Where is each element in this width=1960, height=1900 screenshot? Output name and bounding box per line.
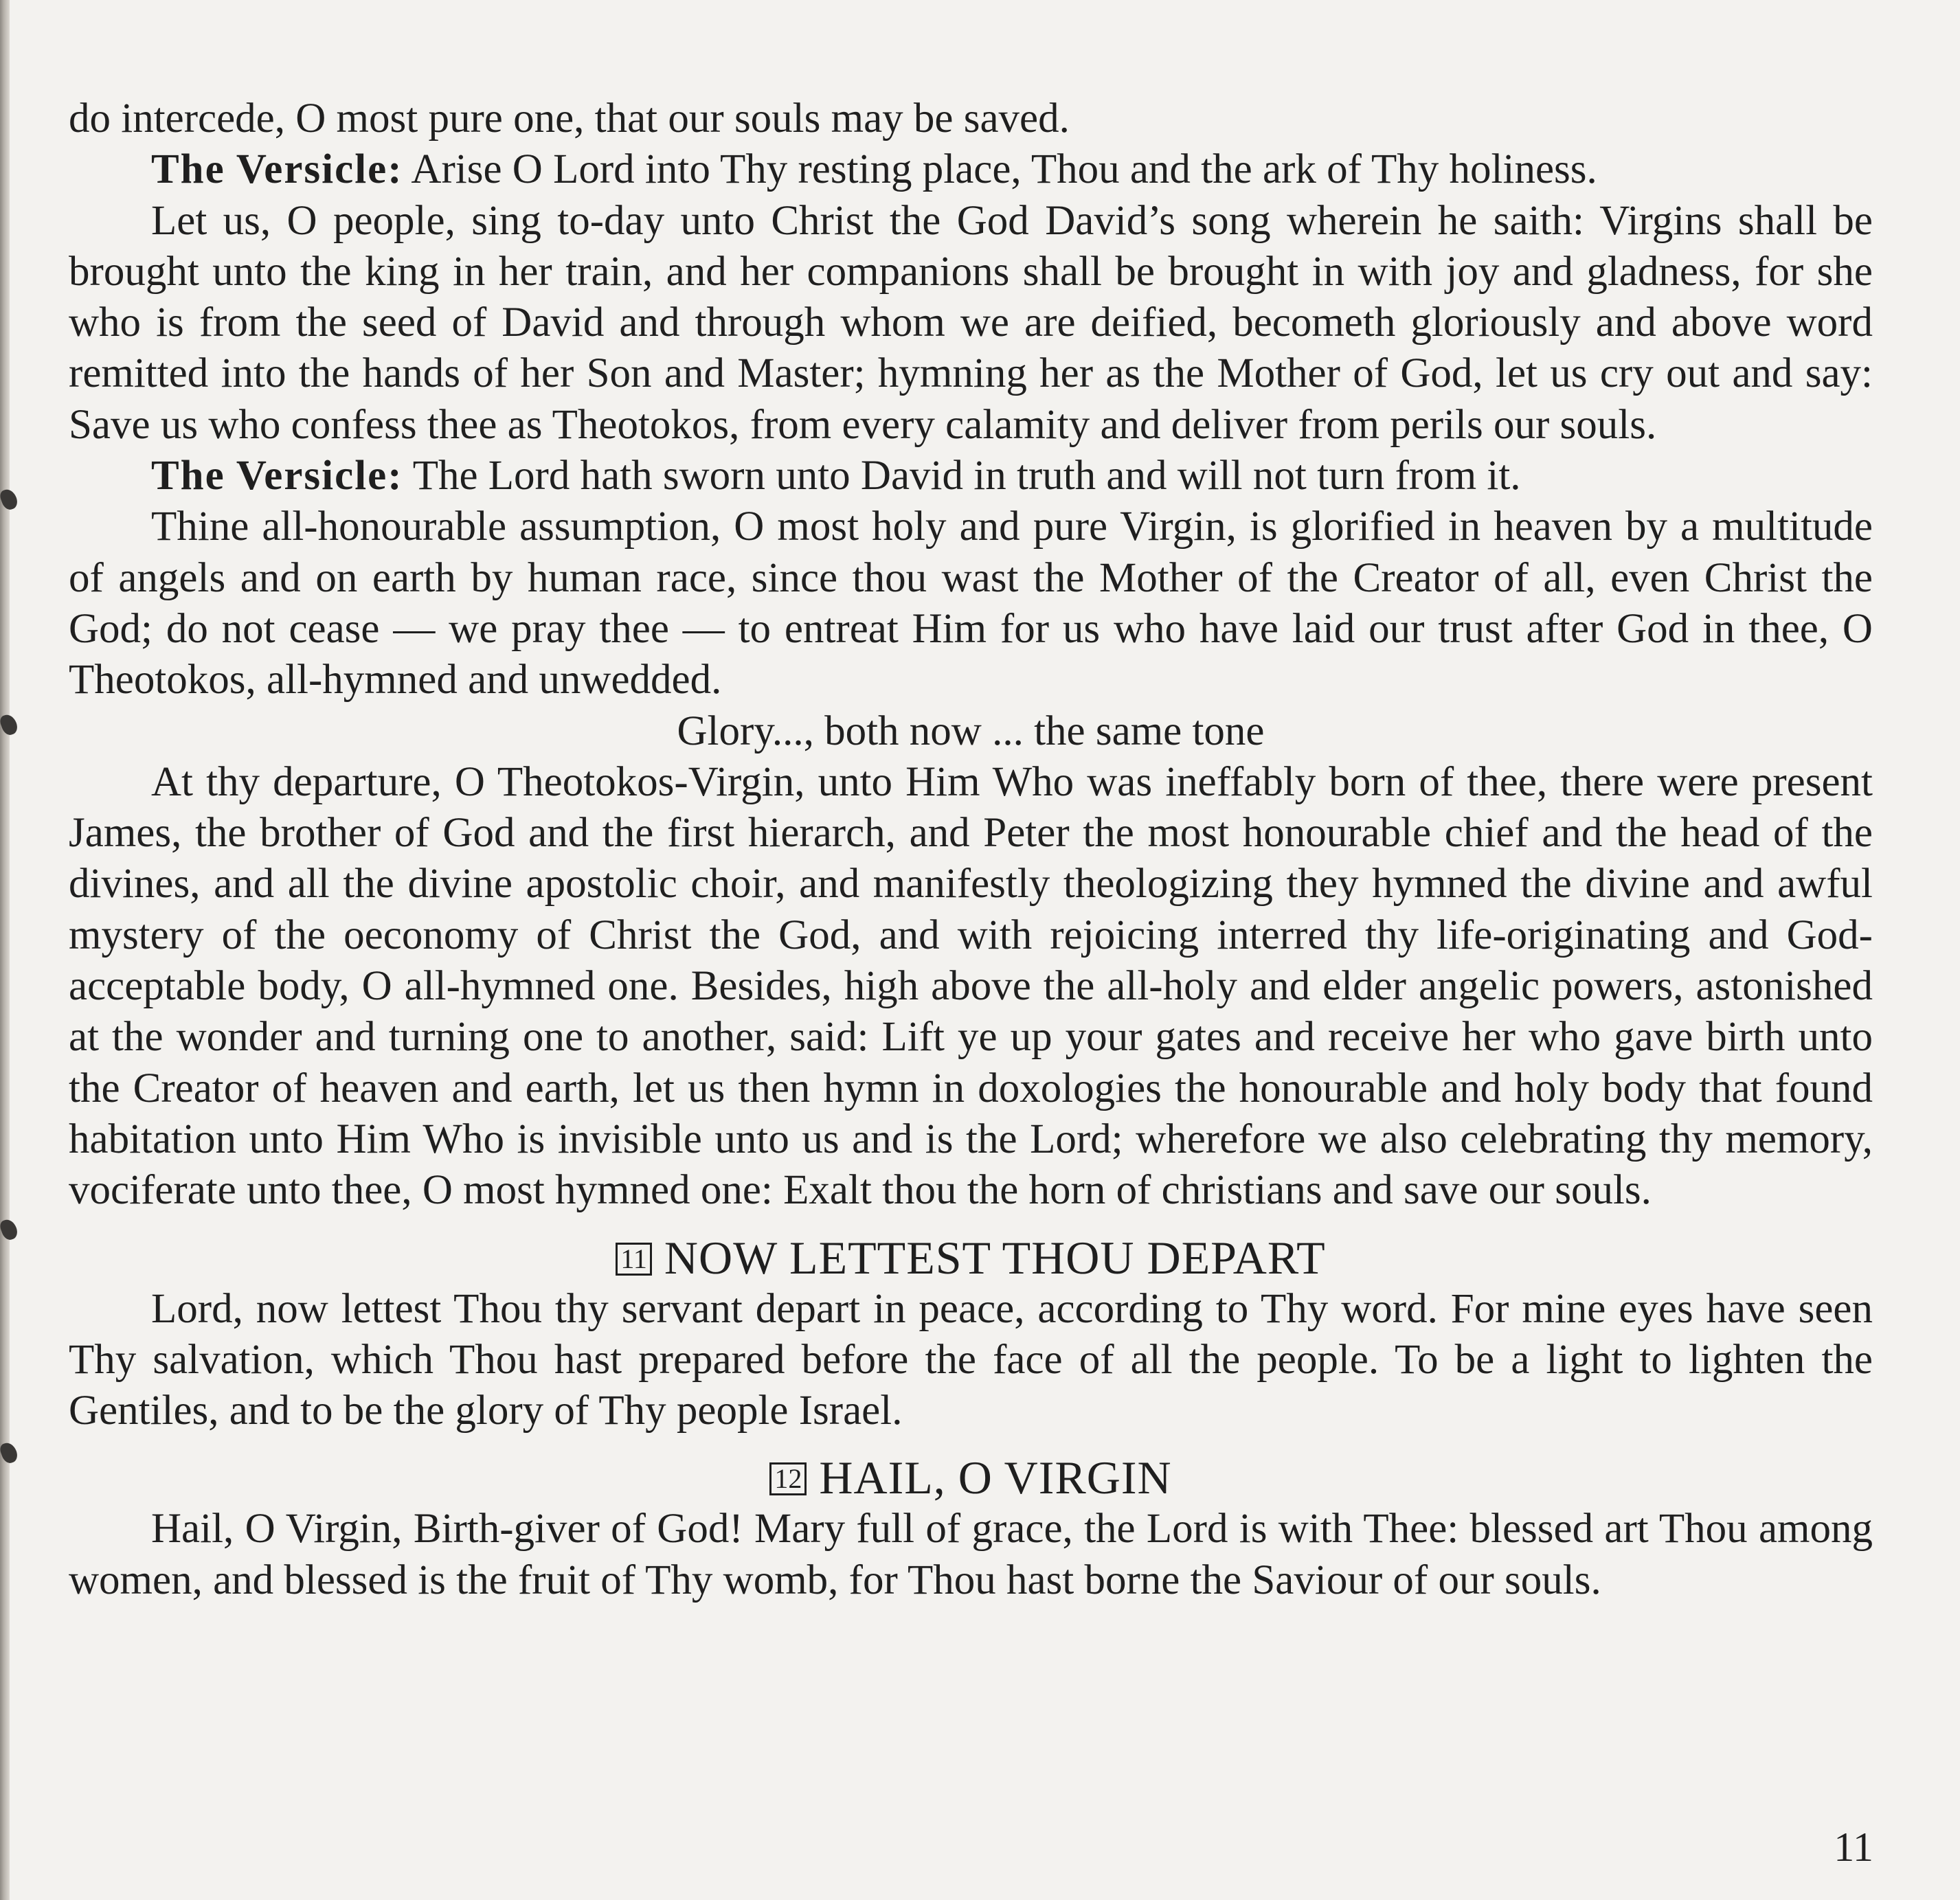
section-text-now-lettest: Lord, now lettest Thou thy servant depart in peace, according to Thy word. For mine eyes have seen Thy salvation, which Thou hast prepared before the face of all the people. To be a light to lighten the Gentiles, and to be the glory of Thy people Israel. [69, 1285, 1873, 1434]
track-number-badge: 11 [616, 1243, 652, 1276]
versicle-text: Arise O Lord into Thy resting place, Thou and the ark of Thy holiness. [403, 146, 1597, 193]
section-title: HAIL, O VIRGIN [819, 1451, 1172, 1504]
versicle-sworn [69, 451, 1873, 501]
versicle-arise [69, 144, 1873, 195]
versicle-text: The Lord hath sworn unto David in truth and will not turn from it. [403, 453, 1521, 499]
booklet-page-text [69, 93, 1873, 1606]
glory-line: Glory..., both now ... the same tone [677, 708, 1265, 754]
section-heading-hail-virgin [69, 1451, 1873, 1504]
track-number-badge: 12 [769, 1462, 807, 1495]
section-text-hail-virgin: Hail, O Virgin, Birth-giver of God! Mary full of grace, the Lord is with Thee: blessed art Thou among women, and blessed is the fruit of Thy womb, for Thou hast borne the Saviour of our souls. [69, 1506, 1873, 1603]
section-heading-now-lettest [69, 1232, 1873, 1284]
section-title: NOW LETTEST THOU DEPART [664, 1231, 1326, 1284]
paragraph-departure: At thy departure, O Theotokos-Virgin, unto Him Who was ineffably born of thee, there were present James, the brother of God and the first hierarch, and Peter the most honourable chief and the head of the divines, and all the divine apostolic choir, and manifestly theologizing they hymned the divine and awful mystery of the oeconomy of Christ the God, and with rejoicing interred thy life-originating and God-acceptable body, O all-hymned one. Besides, high above the all-holy and elder angelic powers, astonished at the wonder and turning one to another, said: Lift ye up your gates and receive her who gave birth unto the Creator of heaven and earth, let us then hymn in doxologies the honourable and holy body that found habitation unto Him Who is invisible unto us and is the Lord; wherefore we also celebrating thy memory, vociferate unto thee, O most hymned one: Exalt thou the horn of christians and save our souls. [69, 758, 1873, 1214]
paragraph-let-us: Let us, O people, sing to-day unto Christ the God David’s song wherein he saith: Virgins shall be brought unto the king in her train, and her companions shall be brought in with joy and gladness, for she who is from the seed of David and through whom we are deified, becometh gloriously and above word remitted into the hands of her Son and Master; hymning her as the Mother of God, let us cry out and say: Save us who confess thee as Theotokos, from every calamity and deliver from perils our souls. [69, 197, 1873, 448]
versicle-label: The Versicle: [151, 453, 403, 499]
paragraph-assumption: Thine all-honourable assumption, O most holy and pure Virgin, is glorified in heaven by a multitude of angels and on earth by human race, since thou wast the Mother of the Creator of all, even Christ the God; do not cease — we pray thee — to entreat Him for us who have laid our trust after God in thee, O Theotokos, all-hymned and unwedded. [69, 504, 1873, 703]
paragraph-intercede: do intercede, O most pure one, that our souls may be saved. [69, 95, 1070, 142]
versicle-label: The Versicle: [151, 146, 403, 193]
page-number: 11 [1834, 1824, 1873, 1870]
booklet-spine [0, 0, 10, 1900]
